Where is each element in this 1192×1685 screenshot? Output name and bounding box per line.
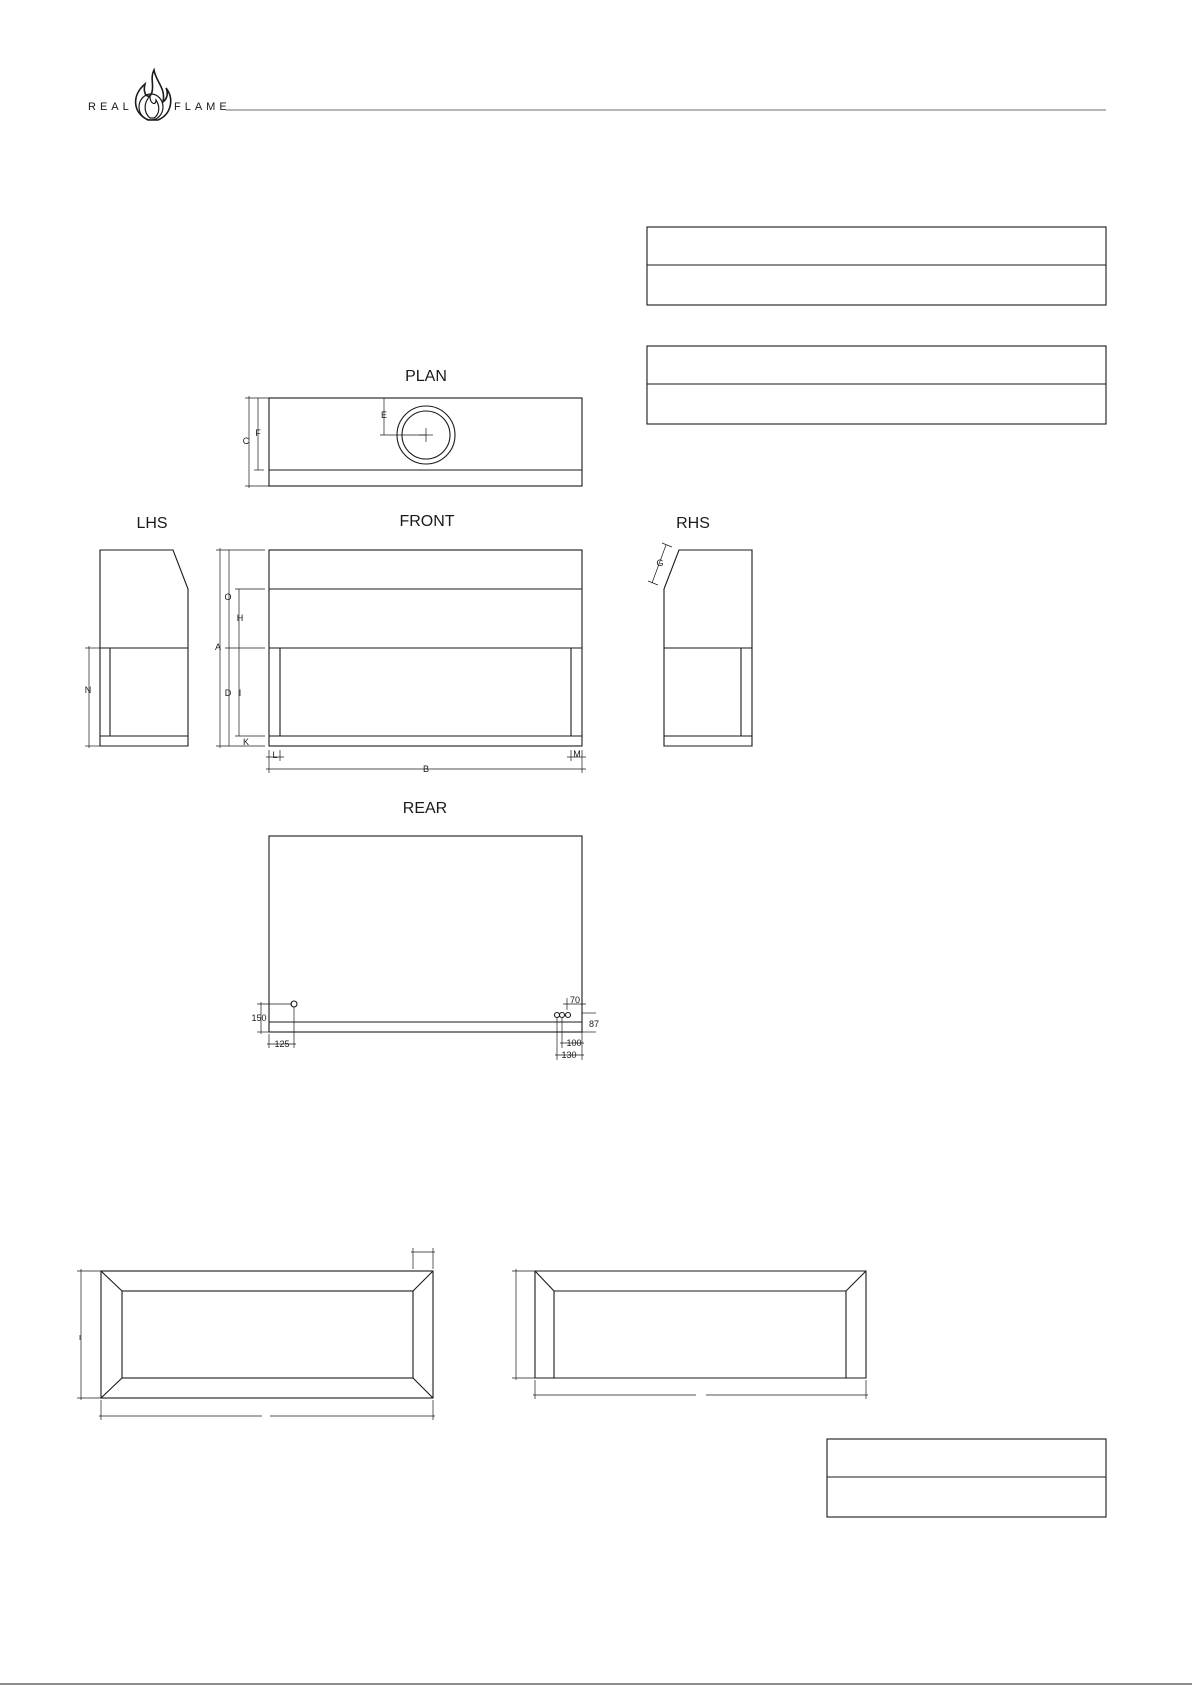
info-table-middle	[647, 346, 1106, 424]
plan-view	[243, 368, 582, 488]
rear-hole-right-3	[566, 1013, 571, 1018]
table-frame	[647, 346, 1106, 424]
label-k: K	[242, 737, 250, 747]
label-n: N	[84, 685, 92, 695]
label-m: M	[573, 749, 581, 759]
surround-frame-right	[512, 1269, 868, 1399]
tick	[662, 543, 672, 547]
mitre-line	[535, 1271, 554, 1291]
mitre-line	[846, 1271, 866, 1291]
rear-hole-right-2	[560, 1013, 565, 1018]
lhs-view	[85, 515, 188, 748]
rhs-view	[648, 515, 752, 746]
rear-title: REAR	[402, 800, 448, 817]
tick	[648, 581, 658, 585]
label-e: E	[381, 410, 388, 420]
lhs-title: LHS	[136, 515, 168, 532]
label-i: I	[238, 688, 242, 698]
label-150: 150	[251, 1013, 267, 1023]
rear-view	[251, 800, 599, 1060]
rhs-title: RHS	[676, 515, 710, 532]
front-view	[215, 513, 586, 774]
label-70: 70	[569, 995, 581, 1005]
frame-inner	[122, 1291, 413, 1378]
mitre-line	[101, 1271, 122, 1291]
label-h: H	[236, 613, 244, 623]
info-table-bottom	[827, 1439, 1106, 1517]
rear-hole-right-1	[555, 1013, 560, 1018]
front-title: FRONT	[399, 513, 455, 530]
info-table-top	[647, 227, 1106, 305]
surround-frame-left	[77, 1248, 435, 1420]
label-130: 130	[561, 1050, 577, 1060]
brand-name-left: REAL	[88, 101, 133, 113]
label-o: O	[224, 592, 232, 602]
brand-name-right: FLAME	[174, 101, 231, 113]
mitre-line	[101, 1378, 122, 1398]
table-frame	[647, 227, 1106, 305]
frame-outer	[535, 1271, 866, 1378]
label-g: G	[656, 558, 664, 568]
label-c: C	[242, 436, 250, 446]
label-a: A	[214, 642, 222, 652]
label-l: L	[272, 750, 278, 760]
label-b: B	[422, 764, 430, 774]
brand-header	[88, 70, 1106, 120]
flame-logo-icon	[136, 70, 171, 120]
label-125: 125	[274, 1039, 290, 1049]
plan-title: PLAN	[405, 368, 447, 385]
frame-outer	[101, 1271, 433, 1398]
mitre-line	[413, 1271, 433, 1291]
label-87: 87	[588, 1019, 600, 1029]
label-100: 100	[566, 1038, 582, 1048]
table-frame	[827, 1439, 1106, 1517]
mitre-line	[413, 1378, 433, 1398]
label-d: D	[224, 688, 232, 698]
label-f: F	[255, 428, 261, 438]
rear-outline	[269, 836, 582, 1032]
